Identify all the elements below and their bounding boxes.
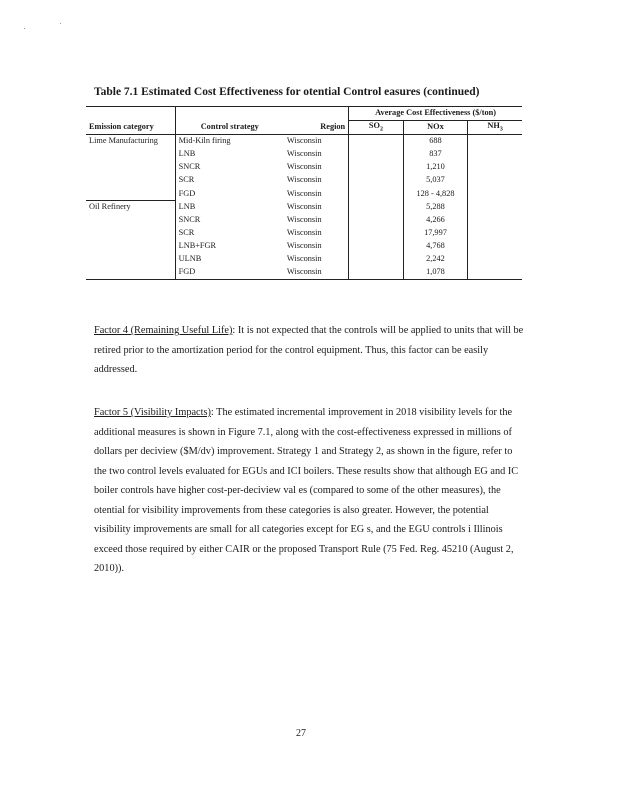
cell-so2 <box>349 227 404 240</box>
col-header-region: Region <box>320 122 346 132</box>
cell-category <box>86 253 175 266</box>
cell-region: Wisconsin <box>286 162 322 172</box>
cell-category <box>86 148 175 161</box>
col-header-nh3 <box>468 121 522 135</box>
cell-nh3 <box>468 214 522 227</box>
cell-strategy: Mid-Kiln firing <box>175 135 284 149</box>
cell-category <box>86 240 175 253</box>
cell-region: Wisconsin <box>286 241 322 251</box>
cell-so2 <box>349 253 404 266</box>
table-caption: Table 7.1 Estimated Cost Effectiveness for otential Control easures (continued) <box>94 86 480 98</box>
factor4-paragraph <box>94 321 524 380</box>
cell-nox: 4,768 <box>403 240 467 253</box>
table-row <box>86 135 522 149</box>
cell-so2 <box>349 161 404 174</box>
cell-strategy: SNCR <box>175 214 284 227</box>
scan-speck <box>60 23 61 24</box>
cell-region: Wisconsin <box>286 215 322 225</box>
factor5-text: : The estimated incremental improvement in 2018 visibility levels for the additional measures is shown in Figure 7.1, along with the cost-effectiveness expressed in millions of dollars per deciview ($M/dv) improvement. Strategy 1 and Strategy 2, as shown in the figure, refer to the two control levels evaluated for EGUs and ICI boilers. These results show that although EG and IC boiler controls have higher cost-per-deciview val es (compared to some of the other measures), the otential for visibility improvements from these categories is also greater. However, the potential visibility improvements are small for all categories except for EG s, and the EGU controls i Illinois exceed those required by either CAIR or the proposed Transport Rule (75 Fed. Reg. 45210 (August 2, 2010)). <box>94 407 519 574</box>
cell-strategy: LNB <box>175 201 284 215</box>
so2-subscript: 2 <box>380 126 383 133</box>
cell-region: Wisconsin <box>286 254 322 264</box>
cell-nh3 <box>468 187 522 201</box>
cell-strategy: FGD <box>175 266 284 280</box>
cell-so2 <box>349 148 404 161</box>
cell-nox: 688 <box>403 135 467 149</box>
cell-category <box>86 187 175 201</box>
cell-so2 <box>349 135 404 149</box>
table-row <box>86 201 522 215</box>
cell-region: Wisconsin <box>286 202 322 212</box>
cell-region: Wisconsin <box>286 188 322 198</box>
cell-region: Wisconsin <box>286 149 322 159</box>
cell-nh3 <box>468 240 522 253</box>
factor5-label: Factor 5 (Visibility Impacts) <box>94 407 211 418</box>
table-row <box>86 240 522 253</box>
cell-strategy: ULNB <box>175 253 284 266</box>
table-row <box>86 227 522 240</box>
nh3-label: NH <box>487 121 500 131</box>
cell-category <box>86 227 175 240</box>
cell-nh3 <box>468 161 522 174</box>
cell-nh3 <box>468 174 522 187</box>
col-header-strategy: Control strategy <box>175 121 284 135</box>
scan-speck <box>24 28 25 29</box>
cell-category: Oil Refinery <box>86 201 175 215</box>
table-row <box>86 148 522 161</box>
cell-so2 <box>349 214 404 227</box>
cell-nh3 <box>468 201 522 215</box>
cell-strategy: SCR <box>175 227 284 240</box>
table-row <box>86 187 522 201</box>
cell-nox: 128 - 4,828 <box>403 187 467 201</box>
average-cost-header: Average Cost Effectiveness ($/ton) <box>349 107 522 121</box>
cell-region: Wisconsin <box>284 266 349 280</box>
cell-so2 <box>349 174 404 187</box>
cell-strategy: LNB+FGR <box>175 240 284 253</box>
cell-category <box>86 161 175 174</box>
cell-so2 <box>349 266 404 280</box>
cost-effectiveness-table <box>86 106 522 280</box>
cell-nox: 17,997 <box>403 227 467 240</box>
cell-nh3 <box>468 266 522 280</box>
table-row <box>86 161 522 174</box>
cell-strategy: SCR <box>175 174 284 187</box>
cell-nox: 5,288 <box>403 201 467 215</box>
blank-head-cell <box>284 107 349 121</box>
cell-nox: 5,037 <box>403 174 467 187</box>
cell-so2 <box>349 240 404 253</box>
cell-region: Wisconsin <box>286 175 322 185</box>
cell-nh3 <box>468 135 522 149</box>
col-header-nox: NOx <box>403 121 467 135</box>
cell-nox: 4,266 <box>403 214 467 227</box>
col-header-so2 <box>349 121 404 135</box>
page-number: 27 <box>296 728 306 739</box>
cell-category <box>86 174 175 187</box>
table-row <box>86 253 522 266</box>
cell-region: Wisconsin <box>286 228 322 238</box>
cell-nox: 837 <box>403 148 467 161</box>
table-row <box>86 266 522 280</box>
blank-head-cell <box>175 107 284 121</box>
cell-category <box>86 266 175 280</box>
factor4-label: Factor 4 (Remaining Useful Life) <box>94 325 233 336</box>
factor5-paragraph <box>94 403 524 579</box>
cell-nox: 1,078 <box>403 266 467 280</box>
col-header-category: Emission category <box>89 122 154 132</box>
cell-so2 <box>349 187 404 201</box>
cell-strategy: FGD <box>175 187 284 201</box>
cell-category <box>86 214 175 227</box>
cell-so2 <box>349 201 404 215</box>
table-body <box>86 135 522 280</box>
cell-category: Lime Manufacturing <box>86 135 175 149</box>
cell-region: Wisconsin <box>284 135 349 149</box>
blank-head-cell <box>86 107 175 121</box>
nh3-subscript: 3 <box>499 126 503 133</box>
cell-nh3 <box>468 227 522 240</box>
table-row <box>86 214 522 227</box>
cell-nh3 <box>468 148 522 161</box>
cell-strategy: SNCR <box>175 161 284 174</box>
factor4-text: : It is not expected that the controls will be applied to units that will be retired prior to the amortization period for the control equipment. Thus, this factor can be easily addressed. <box>94 325 524 375</box>
so2-label: SO <box>368 121 380 131</box>
cell-nh3 <box>468 253 522 266</box>
table-row <box>86 174 522 187</box>
cell-strategy: LNB <box>175 148 284 161</box>
cell-nox: 1,210 <box>403 161 467 174</box>
cell-nox: 2,242 <box>403 253 467 266</box>
